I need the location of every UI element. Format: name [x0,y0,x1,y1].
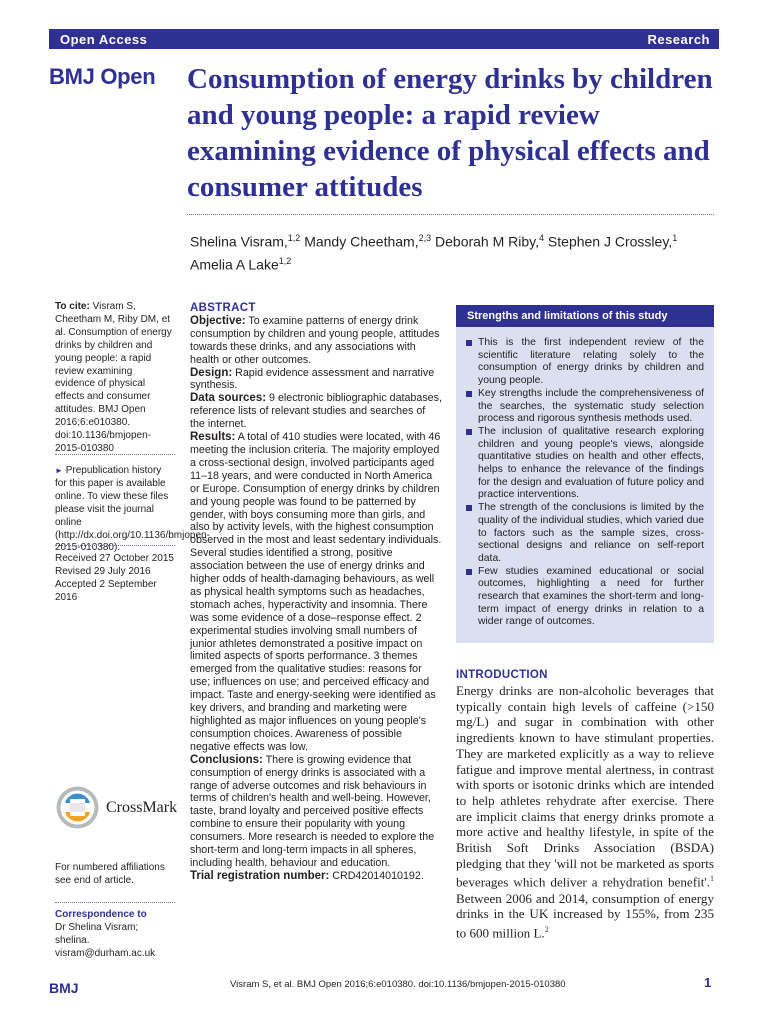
top-banner [49,29,719,49]
list-item [466,388,704,426]
abstract-objective [190,315,443,367]
prepub-text: Prepublication history for this paper is available online. To view these files please visit the journal online (http://dx.doi.org/10.1136/bmjopen-2015-010380). [55,465,210,554]
list-item-text: This is the first independent review of the scientific literature relating solely to the consumption of energy drinks by children and young people. [478,337,704,387]
introduction [456,669,714,941]
design-text: Rapid evidence assessment and narrative synthesis. [190,366,435,392]
strengths-list [456,327,714,629]
revised-date: Revised 29 July 2016 [55,565,151,577]
square-bullet-icon [466,569,472,575]
results-text: A total of 410 studies were located, with 46 meeting the inclusion criteria. The majority employed a cross-sectional design, involved participants aged 11–18 years, and were conducted in North America or Europe. Consumption of energy drinks by children and young people was found to be patterned by gender, with boys consuming more than girls, and also by activity levels, with the highest consumption observed in the most and least sedentary individuals. Several studies identified a strong, positive association between the use of energy drinks and higher odds of health-damaging behaviours, as well as physical health symptoms such as headaches, stomach aches, hyperactivity and insomnia. There was some evidence of a dose–response effect. 2 experimental studies involving small numbers of junior athletes demonstrated a positive impact on limited aspects of sports performance. 3 themes emerged from the qualitative studies: reasons for use; influences on use; and perceived efficacy and impact. Taste and energy-seeking were identified as key drivers, and branding and marketing were highlighted as major influences on young people's consumption choices. Awareness of possible negative effects was low. [190,431,442,753]
abstract-sources [190,392,443,431]
correspondence-name: Dr Shelina Visram; shelina. [55,921,139,946]
abstract-conclusions [190,754,443,870]
crossmark-badge[interactable] [55,785,177,830]
footer-logo: BMJ [49,980,79,996]
abstract [190,302,443,883]
article-title: Consumption of energy drinks by children and young people: a rapid review examining evidence of physical effects and consumer attitudes [187,63,713,203]
footer-citation: Visram S, et al. BMJ Open 2016;6:e010380. doi:10.1136/bmjopen-2015-010380 [230,979,566,990]
abstract-trial [190,870,443,883]
dates-block [55,553,175,605]
cite-text: Visram S, Cheetham M, Riby DM, et al. Consumption of energy drinks by children and young people: a rapid review examining evidence of physical effects and consumer attitudes. BMJ Open 2016;6:e010380. doi:10.1136/bmjopen-2015-010380 [55,301,172,454]
conclusions-text: There is growing evidence that consumption of energy drinks is associated with a range of adverse outcomes and risk behaviours in terms of children's health and well-being. However, taste, brand loyalty and perceived positive effects combine to ensure their popularity with young consumers. More research is needed to explore the short-term and long-term impacts in all spheres, including health, behaviour and education. [190,753,435,869]
introduction-heading: INTRODUCTION [456,669,548,681]
reference-link[interactable]: 2 [544,924,549,934]
objective-label: Objective: [190,314,246,327]
list-item [466,502,704,566]
author-affiliation: 2,3 [418,233,432,243]
abstract-heading: ABSTRACT [190,302,256,314]
intro-text-a: Energy drinks are non-alcoholic beverages that typically contain high levels of caffeine (>150 mg/L) and sugar in combination with other ingredients known to have stimulant properties. They are marketed explicitly as a way to relieve fatigue and improve mental alertness, in contrast with sports or isotonic drinks which are intended to help athletes rehydrate after exercise. There are implicit claims that energy drinks promote a more active and healthy lifestyle, in spite of the British Soft Drinks Association (BSDA) pledging that they 'will not be marketed as sports beverages which deliver a rehydration benefit'. [456,683,714,890]
list-item-text: The strength of the conclusions is limited by the quality of the individual studies, which varied due to factors such as the sample sizes, cross-sectional designs and reliance on self-report data. [478,502,704,564]
prepub-block [55,465,210,555]
design-label: Design: [190,366,233,379]
list-item [466,337,704,388]
title-divider [187,214,714,215]
author-name: Mandy Cheetham, [300,233,419,250]
strengths-box [456,305,714,643]
section-label: Research [647,31,710,47]
page-number: 1 [704,975,712,990]
abstract-results [190,431,443,754]
open-access-label: Open Access [60,31,148,47]
affiliations-note: For numbered affiliations see end of article. [55,862,165,886]
strengths-heading: Strengths and limitations of this study [456,305,714,327]
author-affiliation: 1,2 [287,233,301,243]
list-item [466,566,704,630]
author-list [190,229,710,274]
list-item-text: Key strengths include the comprehensiveness of the searches, the systematic study selection process and rigorous synthesis methods used. [478,387,704,425]
correspondence-email[interactable]: visram@durham.ac.uk [55,947,156,959]
author-name: Shelina Visram, [190,233,288,250]
correspondence-block [55,909,175,961]
abstract-design [190,367,443,393]
author-affiliation: 4 [539,233,545,243]
list-item-text: Few studies examined educational or social outcomes, highlighting a need for further research that examines the short-term and long-term impact of energy drinks in relation to a wider range of outcomes. [478,565,704,628]
citation-block [55,301,175,456]
sidebar-divider [55,545,175,546]
intro-text-b: Between 2006 and 2014, consumption of energy drinks in the UK increased by 155%, from 235 to 600 million L. [456,890,714,941]
introduction-text [456,683,714,941]
journal-logo: BMJ Open [49,64,156,89]
results-label: Results: [190,431,236,444]
reference-link[interactable]: 1 [710,874,714,884]
square-bullet-icon [466,505,472,511]
author-affiliation: 1 [672,233,678,243]
crossmark-icon [55,785,100,830]
accepted-date: Accepted 2 September 2016 [55,578,157,603]
sidebar-divider [55,454,175,455]
author-name: Deborah M Riby, [431,233,540,250]
correspondence-label: Correspondence to [55,909,147,920]
author-name: Amelia A Lake [190,256,279,273]
triangle-bullet-icon: ► [55,466,63,475]
list-item [466,426,704,502]
sidebar-divider [55,902,175,903]
list-item-text: The inclusion of qualitative research exploring children and young people's views, alongside quantitative studies on health and other effects, helps to enhance the relevance of the findings for the design and evaluation of future policy and practice interventions. [478,425,704,501]
trial-text: CRD42014010192. [329,869,424,882]
received-date: Received 27 October 2015 [55,553,174,564]
cite-label: To cite: [55,301,90,312]
conclusions-label: Conclusions: [190,753,263,766]
trial-label: Trial registration number: [190,869,330,882]
author-affiliation: 1,2 [278,255,292,266]
crossmark-label: CrossMark [106,798,178,816]
objective-text: To examine patterns of energy drink consumption by children and young people, attitudes towards these drinks, and any associations with health or other outcomes. [190,314,440,366]
square-bullet-icon [466,340,472,346]
author-name: Stephen J Crossley, [544,233,673,250]
sources-label: Data sources: [190,392,267,405]
sources-text: 9 electronic bibliographic databases, reference lists of relevant studies and searches of the internet. [190,392,442,431]
square-bullet-icon [466,429,472,435]
square-bullet-icon [466,391,472,397]
